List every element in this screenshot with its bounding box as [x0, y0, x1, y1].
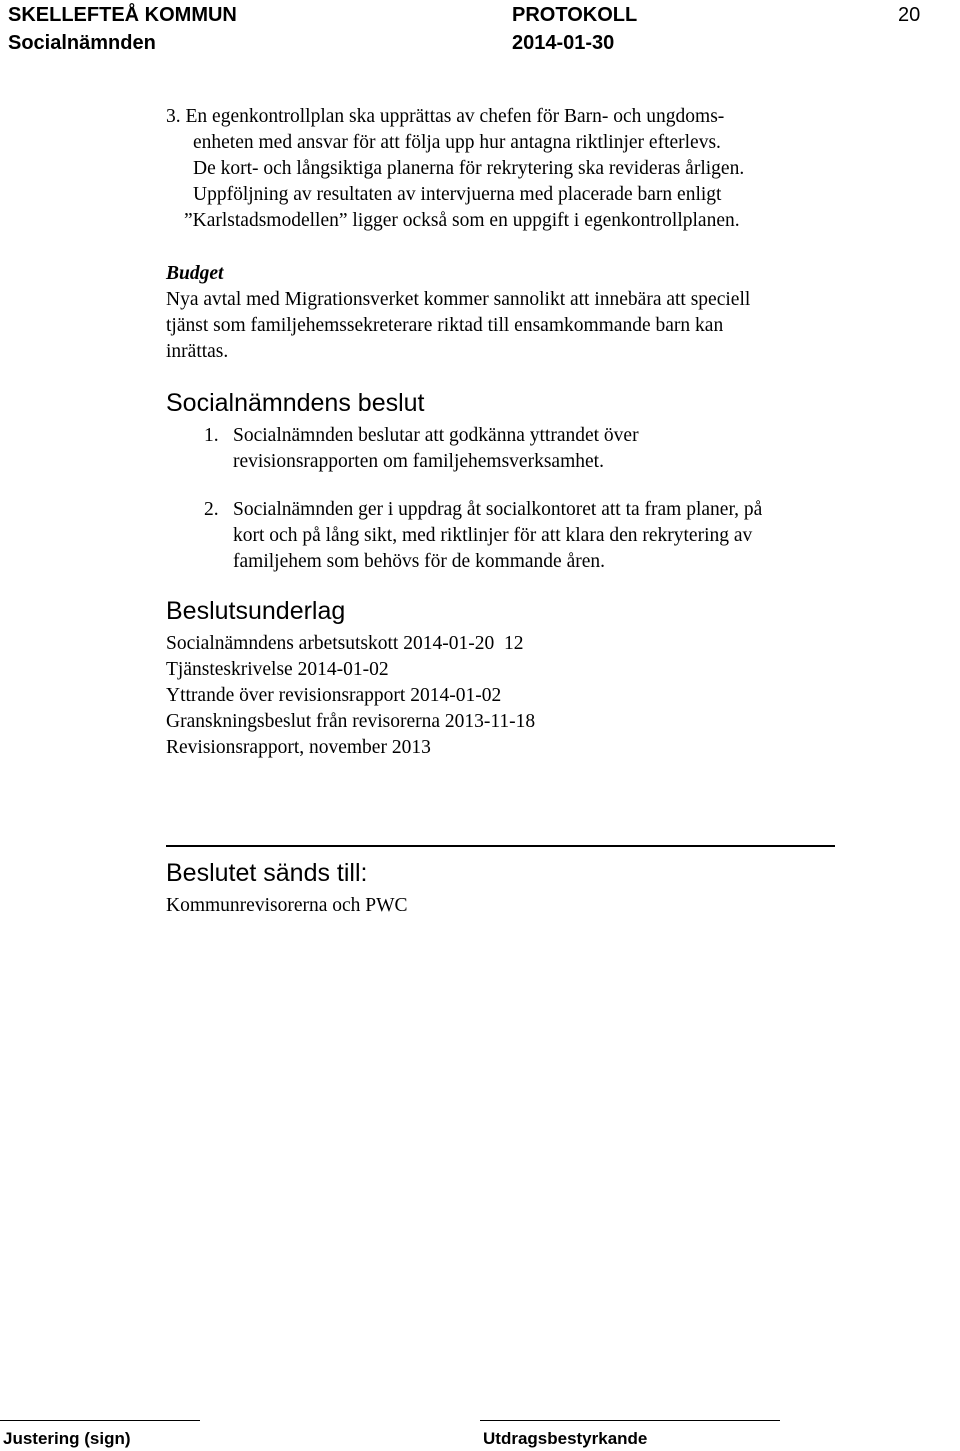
- basis-item: Revisionsrapport, november 2013: [166, 737, 431, 758]
- budget-line: tjänst som familjehemssekreterare riktad till ensamkommande barn kan: [166, 315, 724, 336]
- item-3-line: 3. En egenkontrollplan ska upprättas av chefen för Barn- och ungdoms-: [166, 106, 725, 127]
- municipality-name: SKELLEFTEÅ KOMMUN: [8, 4, 237, 26]
- decision-item-line: kort och på lång sikt, med riktlinjer för att klara den rekrytering av: [233, 525, 753, 546]
- item-3-line: Uppföljning av resultaten av intervjuerna med placerade barn enligt: [193, 184, 722, 205]
- decision-item-line: familjehem som behövs för de kommande åren.: [233, 551, 606, 572]
- decision-item-number: 2.: [204, 499, 219, 520]
- decision-item-1: [204, 423, 894, 475]
- footer-rule-left: [0, 1420, 200, 1421]
- decision-heading: Socialnämndens beslut: [166, 389, 425, 417]
- sent-to-heading: Beslutet sänds till:: [166, 859, 368, 887]
- decision-item-text: [233, 423, 639, 475]
- budget-line: Nya avtal med Migrationsverket kommer sannolikt att innebära att speciell: [166, 289, 751, 310]
- decision-item-line: revisionsrapporten om familjehemsverksamhet.: [233, 451, 604, 472]
- basis-item: Socialnämndens arbetsutskott 2014-01-20 12: [166, 633, 524, 654]
- footer-certification-label: Utdragsbestyrkande: [483, 1429, 648, 1448]
- decision-item-2: [204, 497, 894, 575]
- footer-rule-right: [480, 1420, 780, 1421]
- basis-heading: Beslutsunderlag: [166, 597, 346, 625]
- meeting-date: 2014-01-30: [512, 32, 615, 54]
- board-name: Socialnämnden: [8, 32, 156, 54]
- footer-signature-label: Justering (sign): [3, 1429, 131, 1448]
- decision-item-line: Socialnämnden beslutar att godkänna yttrandet över: [233, 425, 639, 446]
- item-3-line: De kort- och långsiktiga planerna för rekrytering ska revideras årligen.: [193, 158, 745, 179]
- page-number: 20: [898, 4, 921, 26]
- basis-item: Tjänsteskrivelse 2014-01-02: [166, 659, 389, 680]
- basis-item: Granskningsbeslut från revisorerna 2013-11-18: [166, 711, 536, 732]
- budget-heading: Budget: [166, 263, 224, 284]
- item-3-line: enheten med ansvar för att följa upp hur antagna riktlinjer efterlevs.: [193, 132, 721, 153]
- decision-item-text: [233, 497, 762, 575]
- budget-line: inrättas.: [166, 341, 229, 362]
- decision-item-number: 1.: [204, 425, 219, 446]
- basis-list: [166, 631, 866, 761]
- budget-section: [166, 261, 866, 365]
- section-divider: [166, 845, 835, 847]
- item-3-paragraph: [166, 104, 866, 234]
- document-type: PROTOKOLL: [512, 4, 638, 26]
- basis-item: Yttrande över revisionsrapport 2014-01-02: [166, 685, 502, 706]
- item-3-line: ”Karlstadsmodellen” ligger också som en uppgift i egenkontrollplanen.: [184, 210, 740, 231]
- decision-item-line: Socialnämnden ger i uppdrag åt socialkontoret att ta fram planer, på: [233, 499, 763, 520]
- sent-to-recipient: Kommunrevisorerna och PWC: [166, 895, 408, 916]
